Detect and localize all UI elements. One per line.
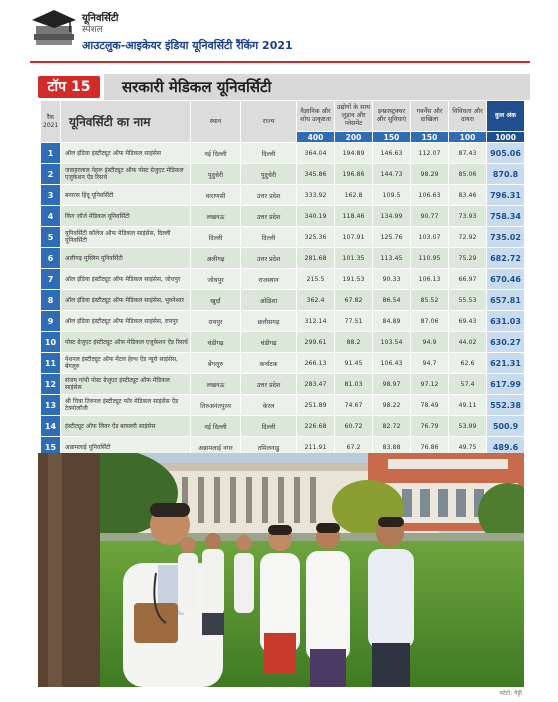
- diversity-score-cell: 53.99: [449, 416, 487, 437]
- rank-cell: 2: [41, 164, 61, 185]
- table-row: [41, 311, 525, 332]
- table-row: [41, 395, 525, 416]
- diversity-score-cell: 44.02: [449, 332, 487, 353]
- city-cell: नई दिल्ली: [191, 416, 241, 437]
- state-cell: उत्तर प्रदेश: [241, 185, 297, 206]
- city-cell: पुदुचेरी: [191, 164, 241, 185]
- research-score-cell: 299.61: [297, 332, 335, 353]
- university-name-cell: ऑल इंडिया इंस्टीट्यूट ऑफ मेडिकल साइंसेस, जोधपुर: [61, 269, 191, 290]
- rank-cell: 1: [41, 143, 61, 164]
- rank-cell: 8: [41, 290, 61, 311]
- diversity-score-cell: 73.93: [449, 206, 487, 227]
- total-score-cell: 631.03: [487, 311, 525, 332]
- city-cell: नई दिल्ली: [191, 143, 241, 164]
- governance-score-cell: 90.77: [411, 206, 449, 227]
- research-score-cell: 312.14: [297, 311, 335, 332]
- state-cell: उत्तर प्रदेश: [241, 374, 297, 395]
- ranking-table-container: [40, 100, 524, 458]
- city-cell: तिरुअनंतपुरम: [191, 395, 241, 416]
- city-cell: रायपुर: [191, 311, 241, 332]
- total-score-cell: 905.06: [487, 143, 525, 164]
- infrastructure-score-cell: 98.22: [373, 395, 411, 416]
- governance-score-cell: 78.49: [411, 395, 449, 416]
- state-cell: केरल: [241, 395, 297, 416]
- diversity-score-cell: 87.43: [449, 143, 487, 164]
- infrastructure-score-cell: 83.88: [373, 437, 411, 458]
- campus-photo: [38, 453, 524, 687]
- city-cell: चंडीगढ़: [191, 332, 241, 353]
- infrastructure-score-cell: 144.73: [373, 164, 411, 185]
- diversity-score-cell: 55.53: [449, 290, 487, 311]
- industry-score-cell: 67.2: [335, 437, 373, 458]
- table-row: [41, 269, 525, 290]
- header-city: स्थान: [191, 101, 241, 143]
- governance-score-cell: 97.12: [411, 374, 449, 395]
- header-research: वैज्ञानिक और शोध उत्कृष्टता: [297, 101, 335, 132]
- total-score-cell: 657.81: [487, 290, 525, 311]
- infrastructure-score-cell: 134.99: [373, 206, 411, 227]
- header-governance: गवर्नेंस और दाखिला: [411, 101, 449, 132]
- infrastructure-score-cell: 125.76: [373, 227, 411, 248]
- ranking-title: आउटलुक-आइकेयर इंडिया यूनिवर्सिटी रैंकिंग 2021: [82, 39, 293, 52]
- industry-score-cell: 194.89: [335, 143, 373, 164]
- city-cell: बेंगलूरु: [191, 353, 241, 374]
- governance-score-cell: 106.63: [411, 185, 449, 206]
- state-cell: दिल्ली: [241, 143, 297, 164]
- governance-score-cell: 87.06: [411, 311, 449, 332]
- total-score-cell: 621.31: [487, 353, 525, 374]
- infrastructure-score-cell: 146.63: [373, 143, 411, 164]
- total-score-cell: 735.02: [487, 227, 525, 248]
- governance-score-cell: 85.52: [411, 290, 449, 311]
- city-cell: जोधपुर: [191, 269, 241, 290]
- table-row: [41, 248, 525, 269]
- rank-cell: 13: [41, 395, 61, 416]
- infrastructure-score-cell: 90.33: [373, 269, 411, 290]
- infrastructure-score-cell: 84.89: [373, 311, 411, 332]
- header-rank: रैंक 2021: [41, 101, 61, 143]
- rank-cell: 6: [41, 248, 61, 269]
- university-name-cell: जवाहरलाल नेहरू इंस्टीट्यूट ऑफ पोस्ट ग्रेजुएट मेडिकल एजुकेशन ऐंड रिसर्च: [61, 164, 191, 185]
- governance-score-cell: 112.07: [411, 143, 449, 164]
- diversity-score-cell: 85.06: [449, 164, 487, 185]
- governance-score-cell: 110.95: [411, 248, 449, 269]
- header-state: राज्य: [241, 101, 297, 143]
- diversity-score-cell: 49.11: [449, 395, 487, 416]
- state-cell: राजस्थान: [241, 269, 297, 290]
- university-name-cell: अन्नामलाई यूनिवर्सिटी: [61, 437, 191, 458]
- industry-score-cell: 196.86: [335, 164, 373, 185]
- total-score-cell: 870.8: [487, 164, 525, 185]
- ranking-table-body: [41, 143, 525, 458]
- university-name-cell: संजय गांधी पोस्ट ग्रेजुएट इंस्टीट्यूट ऑफ मेडिकल साइंसेस: [61, 374, 191, 395]
- max-score-governance: 150: [411, 132, 449, 143]
- research-score-cell: 325.36: [297, 227, 335, 248]
- university-name-cell: पोस्ट ग्रेजुएट इंस्टीट्यूट ऑफ मेडिकल एजुकेशन ऐंड रिसर्च: [61, 332, 191, 353]
- city-cell: अलीगढ़: [191, 248, 241, 269]
- university-name-cell: अलीगढ़ मुस्लिम यूनिवर्सिटी: [61, 248, 191, 269]
- photo-credit: फोटो: गेट्टी: [499, 690, 522, 697]
- state-cell: दिल्ली: [241, 416, 297, 437]
- rank-cell: 15: [41, 437, 61, 458]
- total-score-cell: 489.6: [487, 437, 525, 458]
- research-score-cell: 283.47: [297, 374, 335, 395]
- state-cell: पुदुचेरी: [241, 164, 297, 185]
- rank-cell: 5: [41, 227, 61, 248]
- research-score-cell: 215.5: [297, 269, 335, 290]
- industry-score-cell: 101.35: [335, 248, 373, 269]
- research-score-cell: 364.04: [297, 143, 335, 164]
- graduation-cap-icon: [30, 8, 78, 48]
- table-row: [41, 416, 525, 437]
- table-row: [41, 332, 525, 353]
- governance-score-cell: 76.79: [411, 416, 449, 437]
- state-cell: चंडीगढ़: [241, 332, 297, 353]
- research-score-cell: 211.91: [297, 437, 335, 458]
- university-name-cell: ऑल इंडिया इंस्टीट्यूट ऑफ मेडिकल साइंसेस: [61, 143, 191, 164]
- rank-cell: 7: [41, 269, 61, 290]
- max-score-industry: 200: [335, 132, 373, 143]
- city-cell: अन्नामलाई नगर: [191, 437, 241, 458]
- total-score-cell: 500.9: [487, 416, 525, 437]
- research-score-cell: 340.19: [297, 206, 335, 227]
- governance-score-cell: 94.9: [411, 332, 449, 353]
- total-score-cell: 617.99: [487, 374, 525, 395]
- research-score-cell: 266.13: [297, 353, 335, 374]
- header-diversity: विविधता और दायरा: [449, 101, 487, 132]
- header-total: कुल अंक: [487, 101, 525, 132]
- industry-score-cell: 162.8: [335, 185, 373, 206]
- governance-score-cell: 103.07: [411, 227, 449, 248]
- diversity-score-cell: 69.43: [449, 311, 487, 332]
- diversity-score-cell: 57.4: [449, 374, 487, 395]
- governance-score-cell: 106.13: [411, 269, 449, 290]
- table-row: [41, 143, 525, 164]
- infrastructure-score-cell: 103.54: [373, 332, 411, 353]
- table-row: [41, 164, 525, 185]
- state-cell: कर्नाटक: [241, 353, 297, 374]
- city-cell: खुर्दा: [191, 290, 241, 311]
- university-name-cell: यूनिवर्सिटी कॉलेज ऑफ मेडिकल साइंसेस, दिल्ली यूनिवर्सिटी: [61, 227, 191, 248]
- total-score-cell: 796.31: [487, 185, 525, 206]
- table-row: [41, 206, 525, 227]
- diversity-score-cell: 49.75: [449, 437, 487, 458]
- rank-cell: 4: [41, 206, 61, 227]
- infrastructure-score-cell: 82.72: [373, 416, 411, 437]
- header-infrastructure: इन्फ्रास्ट्रक्चर और सुविधाएं: [373, 101, 411, 132]
- infrastructure-score-cell: 113.45: [373, 248, 411, 269]
- governance-score-cell: 94.7: [411, 353, 449, 374]
- table-row: [41, 374, 525, 395]
- rank-cell: 9: [41, 311, 61, 332]
- industry-score-cell: 118.46: [335, 206, 373, 227]
- industry-score-cell: 74.67: [335, 395, 373, 416]
- page-header: [30, 8, 540, 60]
- section-title: सरकारी मेडिकल यूनिवर्सिटी: [104, 74, 530, 100]
- research-score-cell: 281.68: [297, 248, 335, 269]
- governance-score-cell: 98.29: [411, 164, 449, 185]
- rank-cell: 10: [41, 332, 61, 353]
- industry-score-cell: 191.53: [335, 269, 373, 290]
- total-score-cell: 758.34: [487, 206, 525, 227]
- max-score-infrastructure: 150: [373, 132, 411, 143]
- header-industry: उद्योगों के साथ जुड़ाव और प्लेसमेंट: [335, 101, 373, 132]
- doctors-campus-illustration: [38, 453, 524, 687]
- city-cell: लखनऊ: [191, 374, 241, 395]
- total-score-cell: 630.27: [487, 332, 525, 353]
- state-cell: उत्तर प्रदेश: [241, 248, 297, 269]
- rank-cell: 12: [41, 374, 61, 395]
- city-cell: दिल्ली: [191, 227, 241, 248]
- state-cell: दिल्ली: [241, 227, 297, 248]
- industry-score-cell: 91.45: [335, 353, 373, 374]
- governance-score-cell: 76.86: [411, 437, 449, 458]
- total-score-cell: 682.72: [487, 248, 525, 269]
- table-row: [41, 227, 525, 248]
- university-name-cell: किंग जॉर्ज मेडिकल यूनिवर्सिटी: [61, 206, 191, 227]
- header-divider: [30, 61, 530, 63]
- research-score-cell: 333.92: [297, 185, 335, 206]
- special-subtitle: स्पेशल: [82, 25, 103, 35]
- diversity-score-cell: 83.46: [449, 185, 487, 206]
- state-cell: ओडिशा: [241, 290, 297, 311]
- university-name-cell: श्री चित्रा तिरुनल इंस्टीट्यूट फॉर मेडिकल साइंसेस ऐंड टेक्नोलॉजी: [61, 395, 191, 416]
- industry-score-cell: 81.03: [335, 374, 373, 395]
- city-cell: वाराणसी: [191, 185, 241, 206]
- state-cell: तमिलनाडु: [241, 437, 297, 458]
- industry-score-cell: 67.82: [335, 290, 373, 311]
- research-score-cell: 251.89: [297, 395, 335, 416]
- top-15-label: टॉप 15: [38, 76, 100, 98]
- state-cell: उत्तर प्रदेश: [241, 206, 297, 227]
- rank-cell: 11: [41, 353, 61, 374]
- infrastructure-score-cell: 98.97: [373, 374, 411, 395]
- university-name-cell: ऑल इंडिया इंस्टीट्यूट ऑफ मेडिकल साइंसेस, भुवनेश्वर: [61, 290, 191, 311]
- max-score-research: 400: [297, 132, 335, 143]
- university-name-cell: इंस्टीट्यूट ऑफ लिवर ऐंड बायलरी साइंसेस: [61, 416, 191, 437]
- city-cell: लखनऊ: [191, 206, 241, 227]
- rank-cell: 14: [41, 416, 61, 437]
- rank-cell: 3: [41, 185, 61, 206]
- industry-score-cell: 107.91: [335, 227, 373, 248]
- diversity-score-cell: 62.6: [449, 353, 487, 374]
- university-name-cell: नेशनल इंस्टीट्यूट ऑफ मेंटल हेल्थ ऐंड न्यूरो साइंसेस, बेंगलूरु: [61, 353, 191, 374]
- max-score-total: 1000: [487, 132, 525, 143]
- research-score-cell: 226.68: [297, 416, 335, 437]
- diversity-score-cell: 66.97: [449, 269, 487, 290]
- diversity-score-cell: 72.92: [449, 227, 487, 248]
- infrastructure-score-cell: 106.43: [373, 353, 411, 374]
- industry-score-cell: 77.51: [335, 311, 373, 332]
- ranking-table: [40, 100, 525, 458]
- industry-score-cell: 88.2: [335, 332, 373, 353]
- header-university-name: यूनिवर्सिटी का नाम: [61, 101, 191, 143]
- total-score-cell: 670.46: [487, 269, 525, 290]
- industry-score-cell: 60.72: [335, 416, 373, 437]
- special-title: यूनिवर्सिटी: [82, 13, 119, 24]
- infrastructure-score-cell: 86.54: [373, 290, 411, 311]
- table-row: [41, 185, 525, 206]
- infrastructure-score-cell: 109.5: [373, 185, 411, 206]
- table-row: [41, 353, 525, 374]
- diversity-score-cell: 75.29: [449, 248, 487, 269]
- research-score-cell: 362.4: [297, 290, 335, 311]
- university-name-cell: ऑल इंडिया इंस्टीट्यूट ऑफ मेडिकल साइंसेस, रायपुर: [61, 311, 191, 332]
- table-row: [41, 290, 525, 311]
- university-name-cell: बनारस हिंदू यूनिवर्सिटी: [61, 185, 191, 206]
- max-score-diversity: 100: [449, 132, 487, 143]
- state-cell: छत्तीसगढ़: [241, 311, 297, 332]
- total-score-cell: 552.38: [487, 395, 525, 416]
- research-score-cell: 345.86: [297, 164, 335, 185]
